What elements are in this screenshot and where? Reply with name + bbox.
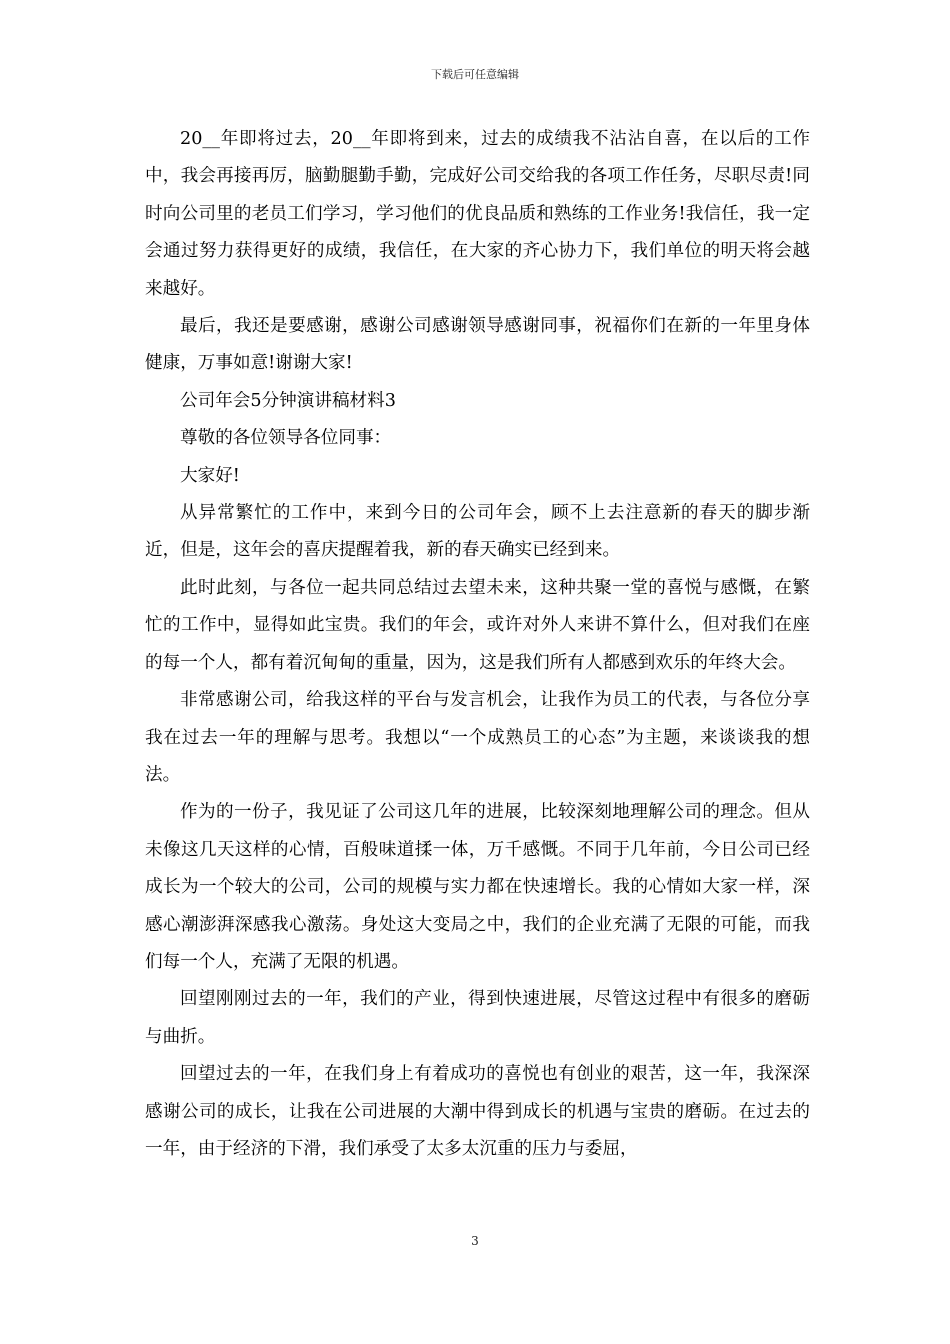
paragraph: 从异常繁忙的工作中，来到今日的公司年会，顾不上去注意新的春天的脚步渐近，但是，这年会的喜庆提醒着我，新的春天确实已经到来。: [145, 503, 810, 561]
section-title: 公司年会5分钟演讲稿材料3: [180, 390, 396, 411]
paragraph: 回望过去的一年，在我们身上有着成功的喜悦也有创业的艰苦，这一年，我深深感谢公司的成长，让我在公司进展的大潮中得到成长的机遇与宝贵的磨砺。在过去的一年，由于经济的下滑，我们承受了太多太沉重的压力与委屈，: [145, 1064, 810, 1159]
document-body: [145, 121, 810, 1168]
paragraph: 最后，我还是要感谢，感谢公司感谢领导感谢同事，祝福你们在新的一年里身体健康，万事如意!谢谢大家!: [145, 316, 810, 374]
paragraph: 20__年即将过去，20__年即将到来，过去的成绩我不沾沾自喜，在以后的工作中，我会再接再厉，脑勤腿勤手勤，完成好公司交给我的各项工作任务，尽职尽责!同时向公司里的老员工们学习，学习他们的优良品质和熟练的工作业务!我信任，我一定会通过努力获得更好的成绩，我信任，在大家的齐心协力下，我们单位的明天将会越来越好。: [145, 129, 810, 299]
paragraph: 回望刚刚过去的一年，我们的产业，得到快速进展，尽管这过程中有很多的磨砺与曲折。: [145, 989, 810, 1047]
paragraph: 作为的一份子，我见证了公司这几年的进展，比较深刻地理解公司的理念。但从未像这几天这样的心情，百般味道揉一体，万千感慨。不同于几年前，今日公司已经成长为一个较大的公司，公司的规模与实力都在快速增长。我的心情如大家一样，深感心潮澎湃深感我心激荡。身处这大变局之中，我们的企业充满了无限的可能，而我们每一个人，充满了无限的机遇。: [145, 802, 810, 972]
page-header: 下载后可任意编辑: [431, 68, 519, 81]
salutation: 尊敬的各位领导各位同事：: [180, 428, 392, 449]
paragraph: 非常感谢公司，给我这样的平台与发言机会，让我作为员工的代表，与各位分享我在过去一年的理解与思考。我想以“一个成熟员工的心态”为主题，来谈谈我的想法。: [145, 690, 810, 785]
page-number: 3: [471, 1234, 479, 1248]
greeting: 大家好!: [180, 465, 240, 486]
paragraph: 此时此刻，与各位一起共同总结过去望未来，这种共聚一堂的喜悦与感慨，在繁忙的工作中，显得如此宝贵。我们的年会，或许对外人来讲不算什么，但对我们在座的每一个人，都有着沉甸甸的重量，因为，这是我们所有人都感到欢乐的年终大会。: [145, 577, 810, 673]
